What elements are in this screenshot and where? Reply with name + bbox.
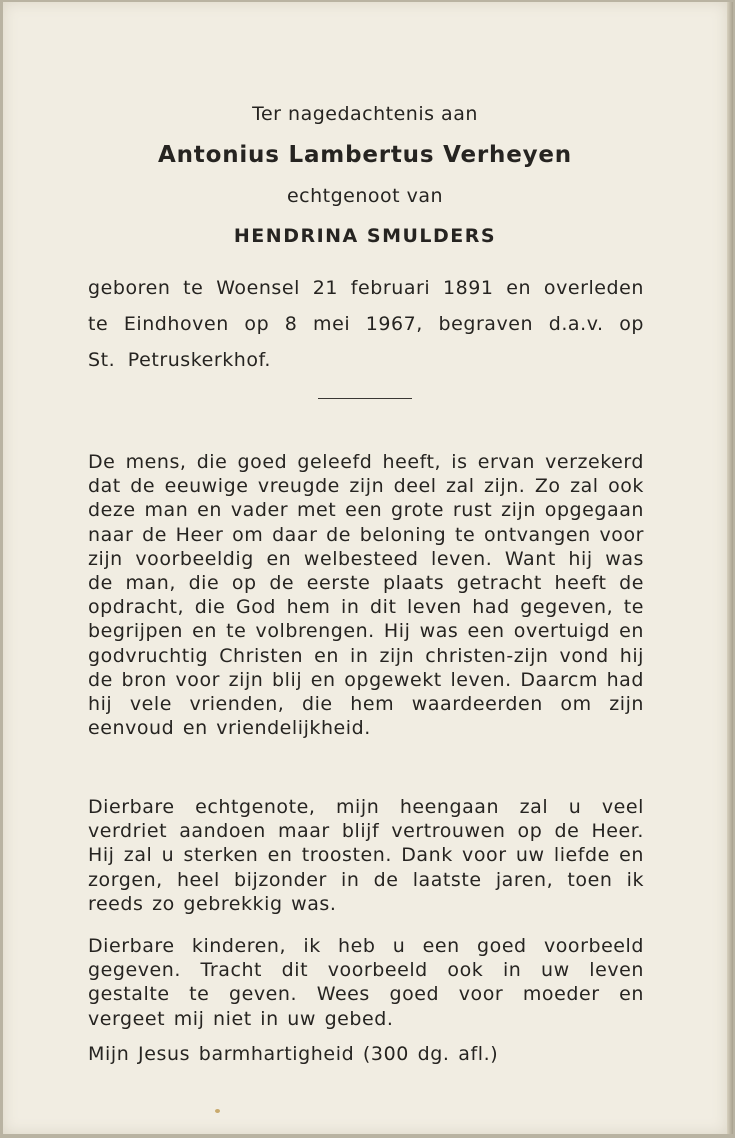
body-paragraph-1: De mens, die goed geleefd heeft, is ervan verzekerd dat de eeuwige vreugde zijn deel zal zijn. Zo zal ook deze man en vader met een grote rust zijn opgegaan naar de Heer om daar de beloning te ontvangen voor zijn voorbeeldig en welbesteed leven. Want hij was de man, die op de eerste plaats getracht heeft de opdracht, die God hem in dit leven had gegeven, te begrijpen en te volbrengen. Hij was een overtuigd en godvruchtig Christen en in zijn christen-zijn vond hij de bron voor zijn blij en opgewekt leven. Daarcm had hij vele vrienden, die hem waardeerden om zijn eenvoud en vriendelijkheid. [88, 451, 644, 740]
memorial-card [3, 2, 727, 1134]
intro-line: Ter nagedachtenis aan [252, 103, 478, 125]
body-paragraph-2: Dierbare echtgenote, mijn heengaan zal u veel verdriet aandoen maar blijf vertrouwen op de Heer. Hij zal u sterken en troosten. Dank voor uw liefde en zorgen, heel bijzonder in de laatste jaren, toen ik reeds zo gebrekkig was. [88, 796, 644, 915]
indulgence-prayer: Mijn Jesus barmhartigheid (300 dg. afl.) [88, 1043, 499, 1065]
spouse-name: HENDRINA SMULDERS [233, 225, 497, 247]
divider-rule [318, 398, 412, 399]
body-paragraph-3: Dierbare kinderen, ik heb u een goed voorbeeld gegeven. Tracht dit voorbeeld ook in uw leven gestalte te geven. Wees goed voor moeder en vergeet mij niet in uw gebed. [88, 935, 644, 1030]
deceased-name: Antonius Lambertus Verheyen [158, 142, 572, 168]
biography-text: geboren te Woensel 21 februari 1891 en overleden te Eindhoven op 8 mei 1967, begraven d.a.v. op St. Petruskerkhof. [88, 277, 644, 371]
relation-line: echtgenoot van [286, 185, 444, 207]
paper-speck [215, 1109, 220, 1113]
